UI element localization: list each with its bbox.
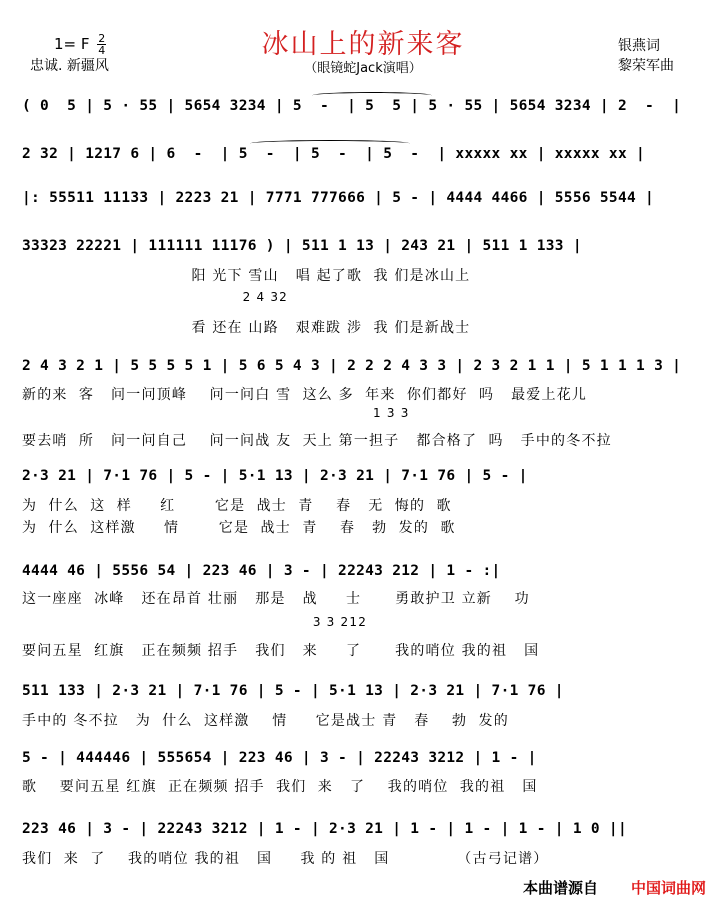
site-name-link[interactable]: 中国词曲网 xyxy=(631,879,707,897)
notation: 33323 22221 | 111111 11176 ) | 511 1 13 | 243 21 | 511 1 133 | xyxy=(22,238,582,254)
lyric-verse-2: 看 还在 山路 艰难跋 涉 我 们是新战士 xyxy=(22,320,471,336)
song-title: 冰山上的新来客 xyxy=(261,29,465,60)
key-signature xyxy=(54,33,106,56)
lyric-verse-2: 要问五星 红旗 正在频频 招手 我们 来 了 我的哨位 我的祖 国 xyxy=(22,643,540,659)
composer-credit: 黎荣军曲 xyxy=(618,58,674,74)
lyric-verse-1: 新的来 客 问一问顶峰 问一问白 雪 这么 多 年来 你们都好 吗 最爱上花儿 xyxy=(22,387,588,403)
lyric-verse-1: 我们 来 了 我的哨位 我的祖 国 我 的 祖 国 （古弓记谱） xyxy=(22,851,549,867)
lyric-verse-1: 为 什么 这 样 红 它是 战士 青 春 无 悔的 歌 xyxy=(22,498,452,514)
lyric-verse-2: 为 什么 这样激 情 它是 战士 青 春 勃 发的 歌 xyxy=(22,520,456,536)
lyric-verse-1: 阳 光下 雪山 唱 起了歌 我 们是冰山上 xyxy=(22,268,471,284)
notation: 2·3 21 | 7·1 76 | 5 - | 5·1 13 | 2·3 21 | 7·1 76 | 5 - | xyxy=(22,468,528,484)
key-text: 1= F xyxy=(54,35,90,53)
notation: 5 - | 444446 | 555654 | 223 46 | 3 - | 22243 3212 | 1 - | xyxy=(22,750,537,766)
notation: |: 55511 11133 | 2223 21 | 7771 777666 | 5 - | 4444 4466 | 5556 5544 | xyxy=(22,190,655,206)
lyricist-credit: 银燕词 xyxy=(618,38,660,54)
notation: 4444 46 | 5556 54 | 223 46 | 3 - | 22243 212 | 1 - :| xyxy=(22,563,501,579)
lyric-verse-1: 这一座座 冰峰 还在昂首 壮丽 那是 战 士 勇敢护卫 立新 功 xyxy=(22,591,530,607)
source-label: 本曲谱源自 xyxy=(523,879,599,897)
variant-notation: 3 3 212 xyxy=(22,615,368,629)
notation: ( 0 5 | 5 · 55 | 5654 3234 | 5 - | 5 5 | 5 · 55 | 5654 3234 | 2 - | xyxy=(22,98,682,114)
time-signature-top: 2 xyxy=(98,32,106,45)
singer-credit: （眼镜蛇Jack演唱） xyxy=(304,61,422,76)
tie-mark xyxy=(250,140,410,147)
notation: 511 133 | 2·3 21 | 7·1 76 | 5 - | 5·1 13 | 2·3 21 | 7·1 76 | xyxy=(22,683,564,699)
notation: 2 4 3 2 1 | 5 5 5 5 1 | 5 6 5 4 3 | 2 2 2 4 3 3 | 2 3 2 1 1 | 5 1 1 1 3 | xyxy=(22,358,682,374)
variant-notation: 1 3 3 xyxy=(22,406,410,420)
tie-mark xyxy=(312,92,432,99)
lyric-verse-1: 手中的 冬不拉 为 什么 这样激 情 它是战士 青 春 勃 发的 xyxy=(22,713,509,729)
variant-notation: 2 4 32 xyxy=(22,290,289,304)
time-signature xyxy=(97,33,106,56)
lyric-verse-2: 要去哨 所 问一问自己 问一问战 友 天上 第一担子 都合格了 吗 手中的冬不拉 xyxy=(22,433,612,449)
notation: 2 32 | 1217 6 | 6 - | 5 - | 5 - | 5 - | xxxxx xx | xxxxx xx | xyxy=(22,146,646,162)
lyric-verse-1: 歌 要问五星 红旗 正在频频 招手 我们 来 了 我的哨位 我的祖 国 xyxy=(22,779,538,795)
time-signature-bottom: 4 xyxy=(98,44,106,57)
style-origin: 忠诚. 新疆风 xyxy=(30,58,109,74)
notation: 223 46 | 3 - | 22243 3212 | 1 - | 2·3 21 | 1 - | 1 - | 1 - | 1 0 || xyxy=(22,821,627,837)
